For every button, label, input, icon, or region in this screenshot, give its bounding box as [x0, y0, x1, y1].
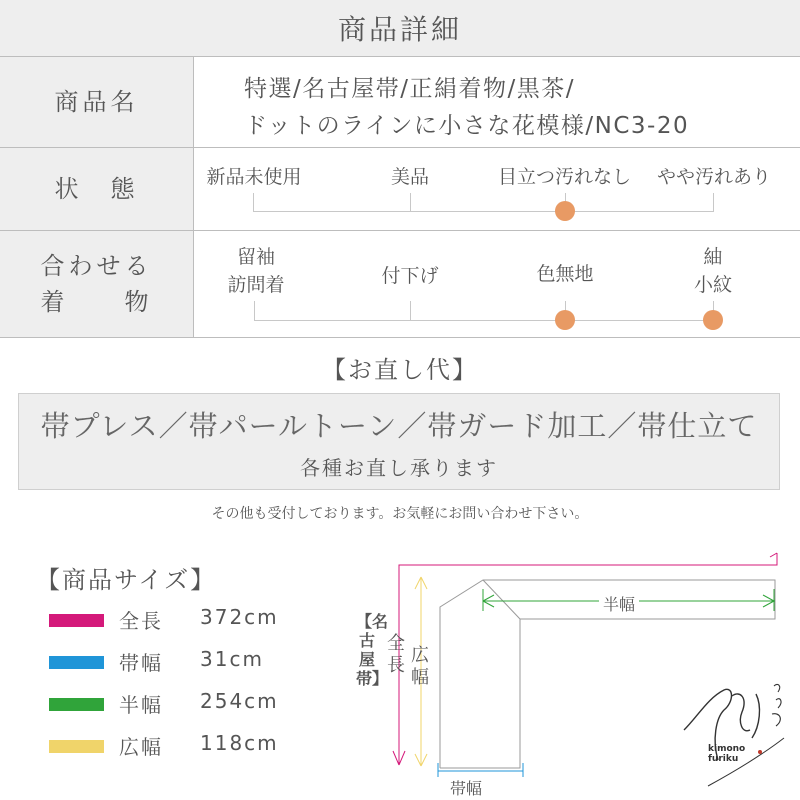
kimono-scale-tick	[254, 301, 255, 320]
kimono-option-formal	[216, 243, 296, 299]
row-label-product-name: 商品名	[0, 57, 193, 147]
product-name-line2: ドットのラインに小さな花模様/NC3-20	[244, 113, 690, 139]
diagram-label-obi-width: 帯幅	[450, 779, 483, 798]
kimono-option-line: 紬	[703, 246, 723, 268]
kimono-option-line: 小紋	[693, 274, 732, 296]
table-column-divider	[193, 57, 194, 337]
furiku-logo	[680, 668, 795, 793]
legend-swatch-half-width	[49, 698, 104, 711]
repair-box	[18, 393, 780, 490]
size-value-total-length: 372cm	[200, 605, 279, 629]
size-label-wide-width: 広幅	[119, 735, 163, 759]
diagram-label-wide-width: 広幅	[411, 645, 429, 688]
repair-heading: 【お直し代】	[322, 356, 478, 384]
logo-line: furiku	[708, 754, 739, 764]
furiku-logo-text	[708, 744, 745, 764]
diagram-label-obi-type: 【名古屋帯】	[356, 612, 389, 688]
legend-swatch-obi-width	[49, 656, 104, 669]
size-label-total-length: 全長	[119, 609, 163, 633]
diagram-label-total-length: 全長	[387, 633, 405, 676]
kimono-option-line: 留袖	[236, 246, 275, 268]
condition-option-good: 美品	[390, 166, 429, 188]
condition-option-new: 新品未使用	[206, 166, 302, 188]
condition-scale-tick	[253, 193, 254, 212]
row-label-matching-kimono	[0, 231, 193, 337]
kimono-option-line: 訪問着	[227, 274, 285, 296]
product-name-line1: 特選/名古屋帯/正絹着物/黒茶/	[244, 76, 575, 102]
legend-swatch-total-length	[49, 614, 104, 627]
size-heading: 【商品サイズ】	[36, 566, 217, 594]
size-value-obi-width: 31cm	[200, 647, 264, 671]
page-title: 商品詳細	[0, 0, 800, 56]
row-label-line: 合わせる	[40, 252, 153, 280]
kimono-scale-line	[254, 320, 715, 321]
divider	[0, 337, 800, 338]
size-value-half-width: 254cm	[200, 689, 279, 713]
kimono-option-tsukesage: 付下げ	[381, 265, 439, 287]
repair-note: その他も受付しております。お気軽にお問い合わせ下さい。	[211, 506, 589, 522]
size-value-wide-width: 118cm	[200, 731, 279, 755]
row-label-line: 着 物	[40, 288, 153, 316]
kimono-selected-dot	[555, 310, 575, 330]
size-label-obi-width: 帯幅	[119, 651, 163, 675]
condition-option-slight-stains: やや汚れあり	[656, 166, 771, 188]
kimono-selected-dot	[703, 310, 723, 330]
kimono-option-iromuji: 色無地	[536, 263, 594, 285]
condition-selected-dot	[555, 201, 575, 221]
condition-scale-line	[253, 211, 714, 212]
legend-swatch-wide-width	[49, 740, 104, 753]
row-label-condition: 状 態	[0, 148, 193, 230]
logo-line: kimono	[708, 744, 746, 754]
kimono-option-casual	[673, 243, 753, 299]
condition-option-no-stains: 目立つ汚れなし	[497, 166, 631, 188]
size-label-half-width: 半幅	[119, 693, 163, 717]
kimono-scale-tick	[410, 301, 411, 320]
repair-subtitle: 各種お直し承ります	[300, 456, 498, 480]
condition-scale-tick	[713, 193, 714, 212]
repair-services: 帯プレス／帯パールトーン／帯ガード加工／帯仕立て	[40, 409, 758, 443]
diagram-label-half-width: 半幅	[599, 592, 639, 615]
condition-scale-tick	[410, 193, 411, 212]
